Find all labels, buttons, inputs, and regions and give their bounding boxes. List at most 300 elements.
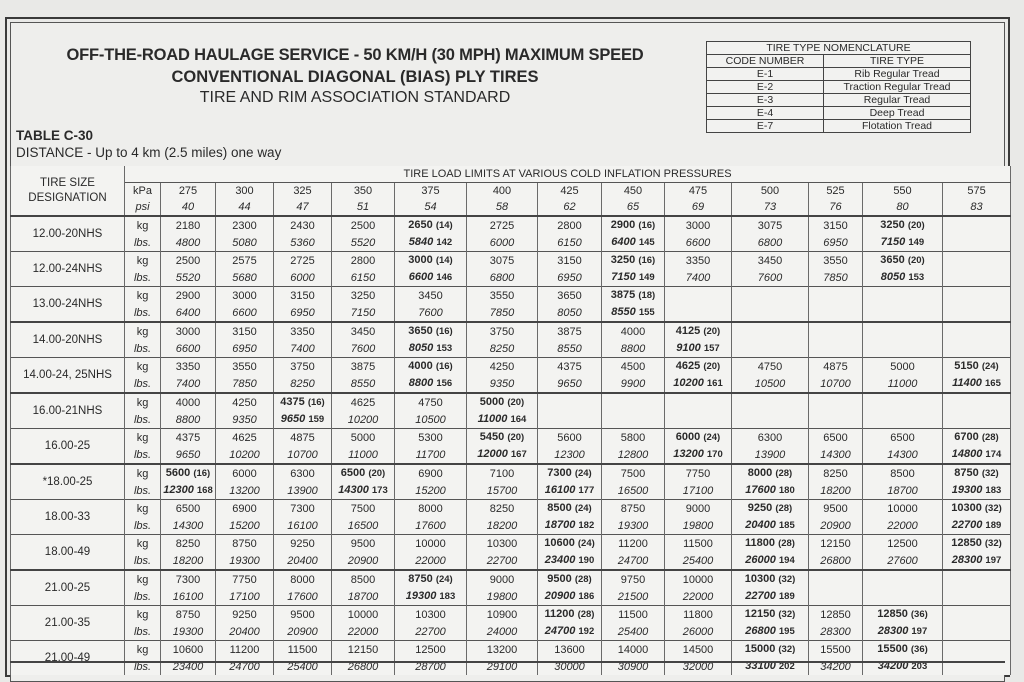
load-kg-value: 6000 — [232, 467, 257, 480]
load-kg-value: 15000 — [744, 643, 776, 655]
load-lbs-cell — [216, 446, 274, 464]
load-kg-value: 9250 — [232, 608, 257, 621]
load-kg-cell — [809, 500, 863, 518]
load-kg-cell — [395, 464, 467, 482]
load-kg-value: 4000 — [620, 325, 646, 338]
load-kg-value: 12150 — [347, 643, 379, 656]
load-lbs-cell — [665, 304, 732, 322]
load-lbs-value: 8250 — [489, 342, 515, 355]
load-kg-value: 4750 — [757, 360, 783, 373]
nomenclature-type: Traction Regular Tread — [824, 81, 971, 94]
ply-rating: (20) — [368, 468, 386, 479]
load-lbs-cell — [161, 304, 216, 322]
load-kg-cell — [538, 322, 602, 340]
load-lbs-value: 8550 — [611, 306, 636, 318]
load-lbs-value: 14300 — [338, 484, 369, 496]
load-lbs-value: 30000 — [554, 660, 585, 673]
load-kg-cell — [943, 429, 1011, 447]
load-kg-cell — [216, 287, 274, 305]
load-kg-cell — [809, 464, 863, 482]
load-kg-cell — [467, 535, 538, 553]
load-lbs-value: 26000 — [745, 554, 776, 566]
load-kg-cell — [395, 641, 467, 659]
load-kg-cell — [602, 287, 665, 305]
load-kg-cell — [665, 252, 732, 270]
load-lbs-cell — [332, 269, 395, 287]
load-kg-cell — [863, 535, 943, 553]
load-kg-value: 5600 — [165, 467, 191, 479]
load-lbs-value: 10200 — [229, 448, 260, 461]
load-lbs-cell — [395, 517, 467, 535]
ply-rating: (20) — [907, 220, 925, 231]
load-lbs-value: 15200 — [229, 519, 260, 532]
load-kg-cell — [161, 287, 216, 305]
load-kg-value: 2800 — [557, 219, 582, 232]
load-lbs-cell — [161, 482, 216, 500]
load-kg-cell — [732, 641, 809, 659]
load-lbs-value: 22700 — [486, 554, 518, 567]
load-kg-value: 9750 — [620, 573, 646, 586]
load-kg-value: 3875 — [557, 325, 582, 338]
load-kg-cell — [216, 500, 274, 518]
load-kg-cell — [863, 393, 943, 411]
load-index: 183 — [439, 591, 456, 602]
load-kg-cell — [538, 570, 602, 588]
load-index: 177 — [578, 485, 595, 496]
table-row-lbs — [11, 234, 1011, 252]
load-index: 182 — [578, 520, 595, 531]
load-kg-cell — [395, 252, 467, 270]
load-lbs-cell — [274, 411, 332, 429]
load-kg-cell — [665, 641, 732, 659]
load-lbs-cell — [274, 375, 332, 393]
load-lbs-value: 22700 — [951, 519, 983, 531]
load-kg-cell — [467, 393, 538, 411]
load-kg-value: 7300 — [547, 467, 572, 479]
psi-value: 69 — [665, 199, 732, 216]
load-lbs-cell — [863, 234, 943, 252]
load-kg-value: 3350 — [290, 325, 315, 338]
load-kg-cell — [665, 570, 732, 588]
load-kg-cell — [395, 429, 467, 447]
load-kg-value: 2900 — [610, 219, 636, 231]
load-lbs-value: 7150 — [880, 236, 906, 248]
table-row-lbs — [11, 517, 1011, 535]
load-kg-cell — [665, 322, 732, 340]
unit-lbs: lbs. — [125, 517, 161, 535]
load-kg-value: 4500 — [620, 360, 646, 373]
page-subtitle: CONVENTIONAL DIAGONAL (BIAS) PLY TIRES — [171, 68, 539, 86]
load-lbs-value: 20400 — [745, 519, 776, 531]
psi-value: 80 — [863, 199, 943, 216]
table-row-lbs — [11, 588, 1011, 606]
load-kg-cell — [538, 464, 602, 482]
tire-size-designation: *18.00-25 — [11, 464, 125, 500]
load-lbs-value: 9350 — [232, 413, 257, 426]
load-kg-cell — [161, 570, 216, 588]
load-lbs-value: 18700 — [887, 484, 918, 497]
load-lbs-value: 11000 — [477, 413, 508, 425]
load-kg-value: 3150 — [232, 325, 257, 338]
unit-lbs: lbs. — [125, 304, 161, 322]
ply-rating: (20) — [907, 255, 925, 266]
load-kg-cell — [665, 606, 732, 624]
load-kg-value: 3250 — [880, 219, 905, 231]
unit-lbs: lbs. — [125, 588, 161, 606]
load-lbs-cell — [161, 375, 216, 393]
load-kg-value: 6900 — [418, 467, 443, 480]
load-index: 161 — [706, 378, 723, 389]
load-lbs-value: 17600 — [287, 590, 318, 603]
load-lbs-cell — [395, 304, 467, 322]
load-kg-cell — [943, 500, 1011, 518]
load-lbs-value: 26000 — [682, 625, 714, 638]
load-lbs-value: 8050 — [557, 306, 582, 319]
load-kg-value: 4625 — [675, 360, 701, 372]
load-kg-cell — [863, 252, 943, 270]
load-lbs-cell — [943, 269, 1011, 287]
load-kg-value: 10600 — [172, 643, 204, 656]
load-kg-cell — [274, 252, 332, 270]
load-lbs-value: 18200 — [486, 519, 518, 532]
load-lbs-cell — [943, 340, 1011, 358]
load-kg-value: 3875 — [610, 289, 636, 301]
load-kg-cell — [161, 535, 216, 553]
load-kg-value: 7100 — [489, 467, 515, 480]
load-kg-cell — [161, 606, 216, 624]
load-lbs-value: 5520 — [350, 236, 376, 249]
load-lbs-value: 6600 — [685, 236, 711, 249]
kpa-value: 300 — [216, 183, 274, 200]
load-index: 170 — [706, 449, 723, 460]
load-lbs-value: 6600 — [408, 271, 434, 283]
load-kg-value: 5150 — [954, 360, 979, 372]
load-kg-value: 2500 — [350, 219, 376, 232]
load-lbs-value: 16100 — [544, 484, 576, 496]
load-lbs-value: 25400 — [287, 660, 318, 673]
load-lbs-value: 16100 — [287, 519, 318, 532]
load-kg-cell — [943, 641, 1011, 659]
load-kg-cell — [395, 535, 467, 553]
load-kg-cell — [395, 287, 467, 305]
load-kg-cell — [863, 322, 943, 340]
load-lbs-value: 9650 — [175, 448, 201, 461]
load-kg-cell — [216, 358, 274, 376]
load-kg-value: 8750 — [620, 502, 646, 515]
table-id: TABLE C-30 — [16, 128, 94, 143]
load-index: 155 — [638, 307, 655, 318]
load-lbs-value: 20900 — [347, 554, 379, 567]
load-kg-cell — [863, 358, 943, 376]
load-kg-cell — [274, 287, 332, 305]
load-lbs-value: 7850 — [232, 377, 257, 390]
load-lbs-cell — [332, 623, 395, 641]
table-row-kg — [11, 216, 1011, 234]
load-kg-cell — [216, 216, 274, 234]
table-row-kg — [11, 535, 1011, 553]
load-kg-value: 3000 — [408, 254, 433, 266]
load-lbs-cell — [538, 411, 602, 429]
load-index: 145 — [638, 237, 655, 248]
load-kg-cell — [332, 606, 395, 624]
unit-kg: kg — [125, 322, 161, 340]
load-kg-value: 8250 — [489, 502, 515, 515]
load-kg-value: 10300 — [486, 537, 518, 550]
load-index: 165 — [985, 378, 1001, 389]
ply-rating: (18) — [638, 290, 656, 301]
load-kg-cell — [602, 393, 665, 411]
load-kg-cell — [809, 322, 863, 340]
load-lbs-cell — [602, 269, 665, 287]
load-kg-cell — [467, 606, 538, 624]
psi-value: 83 — [943, 199, 1011, 216]
load-lbs-value: 20900 — [544, 590, 576, 602]
load-lbs-cell — [809, 482, 863, 500]
load-kg-value: 10600 — [544, 537, 575, 549]
load-lbs-value: 9650 — [280, 413, 306, 425]
table-row-lbs — [11, 304, 1011, 322]
kpa-value: 375 — [395, 183, 467, 200]
kpa-value: 475 — [665, 183, 732, 200]
ply-rating: (14) — [435, 255, 453, 266]
load-lbs-cell — [395, 482, 467, 500]
load-lbs-cell — [732, 411, 809, 429]
load-lbs-value: 28300 — [877, 625, 909, 637]
load-index: 183 — [985, 485, 1002, 496]
load-lbs-value: 15200 — [415, 484, 446, 497]
load-lbs-cell — [943, 411, 1011, 429]
load-lbs-value: 15700 — [486, 484, 518, 497]
load-index: 192 — [578, 626, 595, 637]
load-lbs-cell — [216, 411, 274, 429]
load-lbs-cell — [732, 482, 809, 500]
load-kg-value: 2180 — [175, 219, 201, 232]
load-kg-cell — [216, 429, 274, 447]
load-kg-value: 4875 — [290, 431, 315, 444]
load-kg-value: 5000 — [479, 396, 505, 408]
load-kg-cell — [943, 606, 1011, 624]
load-lbs-cell — [602, 304, 665, 322]
load-lbs-value: 17600 — [415, 519, 446, 532]
load-lbs-value: 10500 — [754, 377, 786, 390]
page-title: OFF-THE-ROAD HAULAGE SERVICE - 50 KM/H (30 MPH) MAXIMUM SPEED — [66, 46, 644, 64]
load-kg-value: 3250 — [350, 289, 376, 302]
load-kg-cell — [538, 535, 602, 553]
load-index: 146 — [436, 272, 453, 283]
load-lbs-cell — [161, 588, 216, 606]
unit-kg: kg — [125, 287, 161, 305]
load-lbs-value: 6150 — [350, 271, 376, 284]
table-row-kg — [11, 358, 1011, 376]
load-kg-value: 3750 — [290, 360, 315, 373]
load-lbs-value: 8050 — [408, 342, 434, 354]
load-kg-cell — [395, 570, 467, 588]
load-lbs-cell — [809, 446, 863, 464]
load-lbs-cell — [863, 588, 943, 606]
load-index: 153 — [908, 272, 925, 283]
load-kg-cell — [809, 287, 863, 305]
load-kg-value: 8750 — [408, 573, 433, 585]
load-lbs-cell — [274, 234, 332, 252]
load-kg-value: 7750 — [685, 467, 711, 480]
table-row-lbs — [11, 375, 1011, 393]
load-lbs-cell — [395, 552, 467, 570]
load-lbs-value: 18700 — [544, 519, 576, 531]
load-lbs-value: 22700 — [745, 590, 776, 602]
load-lbs-cell — [809, 304, 863, 322]
load-kg-cell — [943, 287, 1011, 305]
load-lbs-value: 6800 — [757, 236, 783, 249]
tire-size-designation: 12.00-20NHS — [11, 216, 125, 252]
load-lbs-value: 13200 — [229, 484, 260, 497]
load-kg-cell — [161, 393, 216, 411]
load-lbs-cell — [467, 269, 538, 287]
load-kg-cell — [332, 535, 395, 553]
load-kg-value: 3550 — [232, 360, 257, 373]
load-kg-value: 10000 — [887, 502, 918, 515]
load-kg-value: 9500 — [290, 608, 315, 621]
load-lbs-value: 21500 — [617, 590, 649, 603]
load-lbs-value: 7850 — [489, 306, 515, 319]
load-kg-cell — [395, 216, 467, 234]
nomenclature-header-type: TIRE TYPE — [824, 55, 971, 68]
load-kg-cell — [863, 500, 943, 518]
tire-size-designation: 16.00-25 — [11, 429, 125, 465]
load-kg-value: 3550 — [823, 254, 848, 267]
load-kg-value: 4625 — [350, 396, 376, 409]
load-kg-cell — [602, 252, 665, 270]
load-lbs-value: 10500 — [415, 413, 446, 426]
ply-rating: (28) — [577, 609, 595, 620]
load-kg-cell — [732, 429, 809, 447]
load-lbs-cell — [274, 623, 332, 641]
tire-size-designation: 14.00-20NHS — [11, 322, 125, 358]
unit-kg: kg — [125, 358, 161, 376]
load-kg-cell — [665, 358, 732, 376]
load-lbs-cell — [274, 269, 332, 287]
load-kg-cell — [216, 641, 274, 659]
load-lbs-cell — [809, 269, 863, 287]
load-lbs-value: 7400 — [685, 271, 711, 284]
load-kg-cell — [216, 322, 274, 340]
load-lbs-value: 12800 — [617, 448, 649, 461]
load-lbs-cell — [332, 304, 395, 322]
load-lbs-cell — [863, 623, 943, 641]
load-lbs-value: 6950 — [557, 271, 582, 284]
load-lbs-cell — [274, 304, 332, 322]
load-lbs-value: 12000 — [477, 448, 508, 460]
table-row-kg — [11, 500, 1011, 518]
load-lbs-cell — [602, 340, 665, 358]
load-lbs-cell — [943, 482, 1011, 500]
load-lbs-cell — [809, 588, 863, 606]
load-kg-value: 4375 — [280, 396, 305, 408]
load-index: 142 — [436, 237, 453, 248]
load-lbs-value: 27600 — [887, 554, 918, 567]
load-index: 149 — [638, 272, 655, 283]
load-lbs-cell — [274, 517, 332, 535]
load-lbs-cell — [538, 234, 602, 252]
load-lbs-cell — [665, 269, 732, 287]
load-kg-cell — [395, 606, 467, 624]
load-kg-cell — [395, 500, 467, 518]
load-kg-cell — [602, 641, 665, 659]
load-kg-cell — [943, 570, 1011, 588]
tire-size-designation: 18.00-49 — [11, 535, 125, 571]
load-kg-value: 2725 — [489, 219, 515, 232]
load-lbs-cell — [665, 588, 732, 606]
nomenclature-row — [707, 120, 971, 133]
load-lbs-cell — [665, 482, 732, 500]
load-lbs-value: 8250 — [290, 377, 315, 390]
load-kg-cell — [809, 570, 863, 588]
load-lbs-value: 19300 — [405, 590, 437, 602]
psi-value: 65 — [602, 199, 665, 216]
load-lbs-value: 5520 — [175, 271, 201, 284]
load-kg-cell — [943, 252, 1011, 270]
load-kg-value: 7500 — [620, 467, 646, 480]
load-lbs-cell — [732, 623, 809, 641]
kpa-value: 575 — [943, 183, 1011, 200]
load-lbs-value: 7850 — [823, 271, 848, 284]
table-row-lbs — [11, 552, 1011, 570]
load-kg-cell — [332, 252, 395, 270]
load-kg-cell — [602, 500, 665, 518]
load-kg-cell — [332, 287, 395, 305]
load-lbs-value: 19300 — [617, 519, 649, 532]
load-kg-value: 6000 — [675, 431, 701, 443]
nomenclature-title-row — [707, 42, 971, 55]
load-lbs-value: 13900 — [287, 484, 318, 497]
load-lbs-cell — [732, 446, 809, 464]
load-index: 194 — [778, 555, 795, 566]
nomenclature-row — [707, 107, 971, 120]
load-kg-cell — [467, 358, 538, 376]
load-kg-cell — [809, 606, 863, 624]
load-kg-value: 12850 — [951, 537, 982, 549]
ply-rating: (16) — [638, 255, 656, 266]
table-row-lbs — [11, 446, 1011, 464]
load-lbs-value: 14300 — [820, 448, 851, 461]
load-kg-cell — [602, 570, 665, 588]
kpa-value: 275 — [161, 183, 216, 200]
kpa-value: 500 — [732, 183, 809, 200]
load-kg-value: 4625 — [232, 431, 257, 444]
load-kg-cell — [602, 322, 665, 340]
load-kg-value: 3650 — [408, 325, 433, 337]
load-lbs-value: 12300 — [554, 448, 585, 461]
load-lbs-cell — [665, 517, 732, 535]
load-kg-value: 6500 — [823, 431, 848, 444]
load-lbs-value: 11700 — [415, 448, 446, 461]
load-kg-cell — [732, 393, 809, 411]
load-lbs-value: 20400 — [229, 625, 260, 638]
table-bottom-border — [10, 661, 1005, 663]
load-kg-cell — [602, 606, 665, 624]
load-index: 173 — [371, 485, 388, 496]
load-lbs-value: 28700 — [415, 660, 446, 673]
load-kg-value: 4750 — [418, 396, 443, 409]
load-lbs-value: 10700 — [820, 377, 851, 390]
load-index: 157 — [703, 343, 720, 354]
load-lbs-value: 24000 — [486, 625, 518, 638]
load-kg-value: 12150 — [744, 608, 776, 620]
load-lbs-value: 11000 — [348, 448, 378, 461]
load-lbs-value: 6400 — [175, 306, 201, 319]
ply-rating: (24) — [981, 361, 999, 372]
load-lbs-value: 6600 — [232, 306, 257, 319]
nomenclature-code: E-2 — [707, 81, 824, 94]
